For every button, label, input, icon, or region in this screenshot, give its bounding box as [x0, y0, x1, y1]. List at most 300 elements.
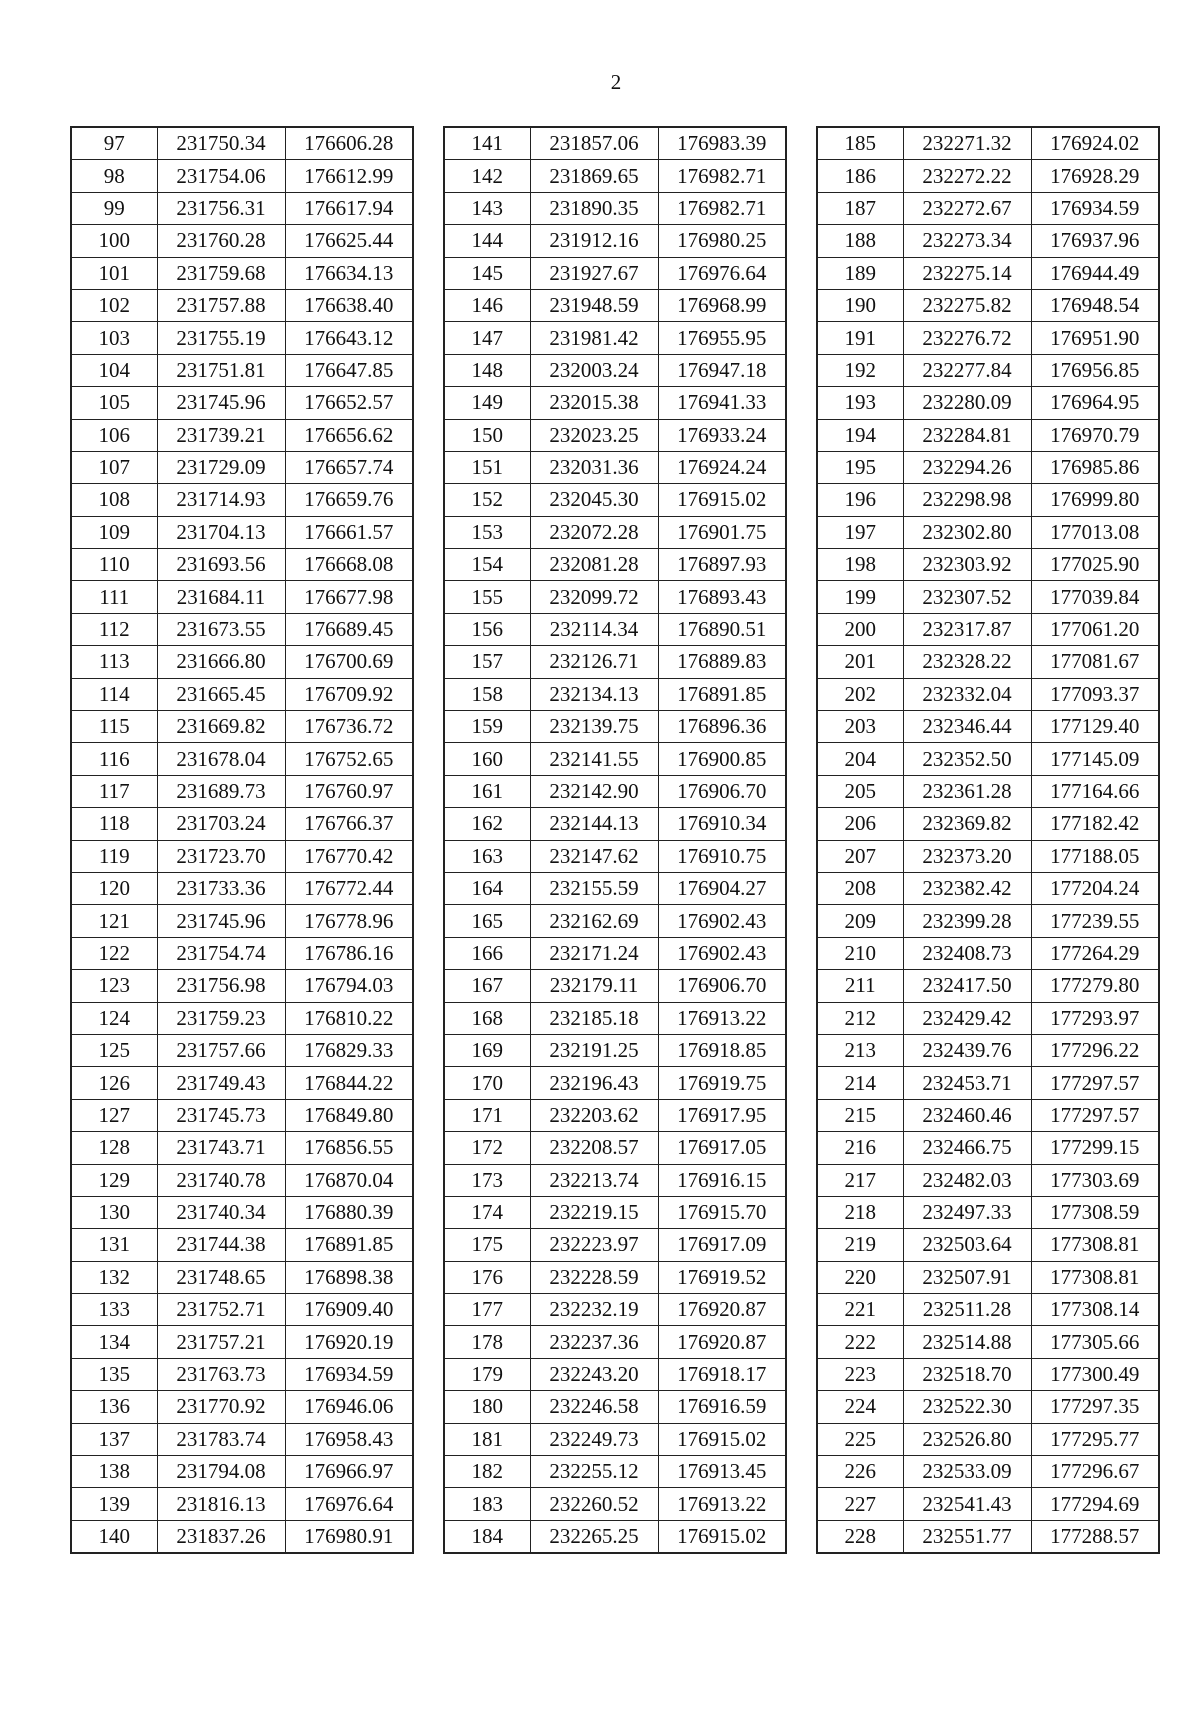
y-coordinate-cell: 176657.74: [285, 451, 413, 483]
x-coordinate-cell: 231703.24: [157, 808, 285, 840]
x-coordinate-cell: 231733.36: [157, 872, 285, 904]
table-row: [444, 451, 786, 483]
x-coordinate-cell: 232460.46: [903, 1099, 1031, 1131]
y-coordinate-cell: 176709.92: [285, 678, 413, 710]
y-coordinate-cell: 176889.83: [658, 646, 786, 678]
x-coordinate-cell: 232246.58: [530, 1391, 658, 1423]
y-coordinate-cell: 176917.05: [658, 1132, 786, 1164]
y-coordinate-cell: 176904.27: [658, 872, 786, 904]
x-coordinate-cell: 231754.74: [157, 937, 285, 969]
y-coordinate-cell: 177013.08: [1031, 516, 1159, 548]
table-row: [444, 678, 786, 710]
y-coordinate-cell: 176916.59: [658, 1391, 786, 1423]
point-number-cell: 110: [71, 549, 157, 581]
x-coordinate-cell: 231669.82: [157, 711, 285, 743]
table-row: [444, 1164, 786, 1196]
x-coordinate-cell: 231816.13: [157, 1488, 285, 1520]
y-coordinate-cell: 176915.02: [658, 1520, 786, 1553]
x-coordinate-cell: 232141.55: [530, 743, 658, 775]
table-row: [71, 127, 413, 160]
x-coordinate-cell: 232196.43: [530, 1067, 658, 1099]
x-coordinate-cell: 232280.09: [903, 387, 1031, 419]
x-coordinate-cell: 232518.70: [903, 1358, 1031, 1390]
point-number-cell: 209: [817, 905, 903, 937]
table-row: [444, 192, 786, 224]
point-number-cell: 210: [817, 937, 903, 969]
point-number-cell: 212: [817, 1002, 903, 1034]
x-coordinate-cell: 231666.80: [157, 646, 285, 678]
y-coordinate-cell: 176906.70: [658, 775, 786, 807]
point-number-cell: 202: [817, 678, 903, 710]
point-number-cell: 121: [71, 905, 157, 937]
point-number-cell: 131: [71, 1229, 157, 1261]
y-coordinate-cell: 176916.15: [658, 1164, 786, 1196]
y-coordinate-cell: 177182.42: [1031, 808, 1159, 840]
x-coordinate-cell: 232003.24: [530, 354, 658, 386]
x-coordinate-cell: 232015.38: [530, 387, 658, 419]
table-row: [817, 808, 1159, 840]
y-coordinate-cell: 176970.79: [1031, 419, 1159, 451]
x-coordinate-cell: 232298.98: [903, 484, 1031, 516]
point-number-cell: 155: [444, 581, 530, 613]
table-row: [817, 872, 1159, 904]
x-coordinate-cell: 232511.28: [903, 1294, 1031, 1326]
point-number-cell: 136: [71, 1391, 157, 1423]
point-number-cell: 171: [444, 1099, 530, 1131]
x-coordinate-cell: 232223.97: [530, 1229, 658, 1261]
y-coordinate-cell: 176917.09: [658, 1229, 786, 1261]
table-row: [71, 840, 413, 872]
table-row: [71, 322, 413, 354]
point-number-cell: 122: [71, 937, 157, 969]
point-number-cell: 195: [817, 451, 903, 483]
table-row: [71, 387, 413, 419]
table-row: [71, 225, 413, 257]
y-coordinate-cell: 176901.75: [658, 516, 786, 548]
x-coordinate-cell: 232144.13: [530, 808, 658, 840]
point-number-cell: 172: [444, 1132, 530, 1164]
coordinate-table-2: [443, 126, 787, 1554]
point-number-cell: 147: [444, 322, 530, 354]
y-coordinate-cell: 177093.37: [1031, 678, 1159, 710]
table-row: [817, 937, 1159, 969]
point-number-cell: 126: [71, 1067, 157, 1099]
point-number-cell: 153: [444, 516, 530, 548]
point-number-cell: 215: [817, 1099, 903, 1131]
point-number-cell: 118: [71, 808, 157, 840]
table-row: [444, 872, 786, 904]
point-number-cell: 158: [444, 678, 530, 710]
y-coordinate-cell: 176976.64: [658, 257, 786, 289]
y-coordinate-cell: 176955.95: [658, 322, 786, 354]
x-coordinate-cell: 232023.25: [530, 419, 658, 451]
y-coordinate-cell: 176849.80: [285, 1099, 413, 1131]
point-number-cell: 224: [817, 1391, 903, 1423]
y-coordinate-cell: 176647.85: [285, 354, 413, 386]
table-row: [444, 257, 786, 289]
y-coordinate-cell: 176638.40: [285, 289, 413, 321]
y-coordinate-cell: 176956.85: [1031, 354, 1159, 386]
y-coordinate-cell: 176924.24: [658, 451, 786, 483]
table-row: [444, 1358, 786, 1390]
y-coordinate-cell: 176766.37: [285, 808, 413, 840]
point-number-cell: 185: [817, 127, 903, 160]
y-coordinate-cell: 176617.94: [285, 192, 413, 224]
point-number-cell: 198: [817, 549, 903, 581]
table-row: [444, 646, 786, 678]
x-coordinate-cell: 232203.62: [530, 1099, 658, 1131]
point-number-cell: 218: [817, 1196, 903, 1228]
y-coordinate-cell: 176856.55: [285, 1132, 413, 1164]
y-coordinate-cell: 176902.43: [658, 937, 786, 969]
x-coordinate-cell: 231760.28: [157, 225, 285, 257]
table-row: [444, 1520, 786, 1553]
y-coordinate-cell: 176919.52: [658, 1261, 786, 1293]
y-coordinate-cell: 176772.44: [285, 872, 413, 904]
table-row: [817, 322, 1159, 354]
y-coordinate-cell: 176902.43: [658, 905, 786, 937]
x-coordinate-cell: 232126.71: [530, 646, 658, 678]
x-coordinate-cell: 231723.70: [157, 840, 285, 872]
point-number-cell: 178: [444, 1326, 530, 1358]
x-coordinate-cell: 232255.12: [530, 1456, 658, 1488]
point-number-cell: 152: [444, 484, 530, 516]
y-coordinate-cell: 176844.22: [285, 1067, 413, 1099]
table-row: [71, 1067, 413, 1099]
y-coordinate-cell: 176964.95: [1031, 387, 1159, 419]
point-number-cell: 196: [817, 484, 903, 516]
y-coordinate-cell: 176920.87: [658, 1294, 786, 1326]
table-row: [444, 1294, 786, 1326]
y-coordinate-cell: 176985.86: [1031, 451, 1159, 483]
x-coordinate-cell: 231759.68: [157, 257, 285, 289]
x-coordinate-cell: 232522.30: [903, 1391, 1031, 1423]
y-coordinate-cell: 176913.22: [658, 1488, 786, 1520]
table-row: [71, 1164, 413, 1196]
x-coordinate-cell: 231748.65: [157, 1261, 285, 1293]
point-number-cell: 139: [71, 1488, 157, 1520]
y-coordinate-cell: 176999.80: [1031, 484, 1159, 516]
point-number-cell: 179: [444, 1358, 530, 1390]
point-number-cell: 106: [71, 419, 157, 451]
x-coordinate-cell: 232503.64: [903, 1229, 1031, 1261]
point-number-cell: 225: [817, 1423, 903, 1455]
table-row: [817, 1391, 1159, 1423]
point-number-cell: 168: [444, 1002, 530, 1034]
point-number-cell: 188: [817, 225, 903, 257]
x-coordinate-cell: 232408.73: [903, 937, 1031, 969]
table-row: [444, 1391, 786, 1423]
table-row: [71, 1520, 413, 1553]
table-row: [817, 613, 1159, 645]
x-coordinate-cell: 232134.13: [530, 678, 658, 710]
x-coordinate-cell: 231948.59: [530, 289, 658, 321]
y-coordinate-cell: 177296.67: [1031, 1456, 1159, 1488]
x-coordinate-cell: 231770.92: [157, 1391, 285, 1423]
x-coordinate-cell: 232482.03: [903, 1164, 1031, 1196]
table-row: [817, 354, 1159, 386]
table-row: [71, 970, 413, 1002]
point-number-cell: 146: [444, 289, 530, 321]
y-coordinate-cell: 177308.81: [1031, 1229, 1159, 1261]
y-coordinate-cell: 177129.40: [1031, 711, 1159, 743]
x-coordinate-cell: 231729.09: [157, 451, 285, 483]
table-row: [817, 1099, 1159, 1131]
table-row: [444, 289, 786, 321]
y-coordinate-cell: 177239.55: [1031, 905, 1159, 937]
y-coordinate-cell: 177145.09: [1031, 743, 1159, 775]
y-coordinate-cell: 176736.72: [285, 711, 413, 743]
y-coordinate-cell: 176980.91: [285, 1520, 413, 1553]
table-row: [817, 743, 1159, 775]
table-row: [71, 678, 413, 710]
point-number-cell: 140: [71, 1520, 157, 1553]
table-row: [444, 775, 786, 807]
x-coordinate-cell: 232551.77: [903, 1520, 1031, 1553]
point-number-cell: 125: [71, 1034, 157, 1066]
y-coordinate-cell: 176968.99: [658, 289, 786, 321]
x-coordinate-cell: 232162.69: [530, 905, 658, 937]
table-row: [817, 711, 1159, 743]
point-number-cell: 214: [817, 1067, 903, 1099]
table-row: [444, 743, 786, 775]
table-row: [71, 419, 413, 451]
table-row: [817, 905, 1159, 937]
y-coordinate-cell: 176890.51: [658, 613, 786, 645]
point-number-cell: 200: [817, 613, 903, 645]
point-number-cell: 180: [444, 1391, 530, 1423]
table-row: [71, 484, 413, 516]
table-row: [444, 808, 786, 840]
y-coordinate-cell: 176951.90: [1031, 322, 1159, 354]
point-number-cell: 101: [71, 257, 157, 289]
y-coordinate-cell: 176870.04: [285, 1164, 413, 1196]
y-coordinate-cell: 176928.29: [1031, 160, 1159, 192]
table-row: [444, 1326, 786, 1358]
point-number-cell: 226: [817, 1456, 903, 1488]
point-number-cell: 186: [817, 160, 903, 192]
table-row: [71, 160, 413, 192]
y-coordinate-cell: 176966.97: [285, 1456, 413, 1488]
point-number-cell: 221: [817, 1294, 903, 1326]
y-coordinate-cell: 176913.45: [658, 1456, 786, 1488]
y-coordinate-cell: 176689.45: [285, 613, 413, 645]
x-coordinate-cell: 232272.67: [903, 192, 1031, 224]
x-coordinate-cell: 232272.22: [903, 160, 1031, 192]
y-coordinate-cell: 177279.80: [1031, 970, 1159, 1002]
x-coordinate-cell: 232466.75: [903, 1132, 1031, 1164]
point-number-cell: 120: [71, 872, 157, 904]
point-number-cell: 173: [444, 1164, 530, 1196]
point-number-cell: 193: [817, 387, 903, 419]
table-row: [817, 1132, 1159, 1164]
y-coordinate-cell: 176915.02: [658, 484, 786, 516]
y-coordinate-cell: 176982.71: [658, 160, 786, 192]
y-coordinate-cell: 176752.65: [285, 743, 413, 775]
point-number-cell: 175: [444, 1229, 530, 1261]
x-coordinate-cell: 232072.28: [530, 516, 658, 548]
table-row: [817, 387, 1159, 419]
table-row: [71, 1488, 413, 1520]
y-coordinate-cell: 177297.35: [1031, 1391, 1159, 1423]
point-number-cell: 163: [444, 840, 530, 872]
x-coordinate-cell: 232237.36: [530, 1326, 658, 1358]
point-number-cell: 114: [71, 678, 157, 710]
point-number-cell: 213: [817, 1034, 903, 1066]
table-row: [817, 1229, 1159, 1261]
x-coordinate-cell: 231750.34: [157, 127, 285, 160]
y-coordinate-cell: 176760.97: [285, 775, 413, 807]
y-coordinate-cell: 177264.29: [1031, 937, 1159, 969]
table-row: [71, 549, 413, 581]
point-number-cell: 132: [71, 1261, 157, 1293]
x-coordinate-cell: 232139.75: [530, 711, 658, 743]
table-row: [444, 1034, 786, 1066]
table-row: [817, 127, 1159, 160]
table-row: [444, 1261, 786, 1293]
x-coordinate-cell: 232302.80: [903, 516, 1031, 548]
table-row: [71, 1294, 413, 1326]
x-coordinate-cell: 232179.11: [530, 970, 658, 1002]
x-coordinate-cell: 231759.23: [157, 1002, 285, 1034]
table-row: [71, 257, 413, 289]
point-number-cell: 143: [444, 192, 530, 224]
table-row: [817, 1294, 1159, 1326]
point-number-cell: 222: [817, 1326, 903, 1358]
page-number: 2: [610, 70, 622, 94]
x-coordinate-cell: 232369.82: [903, 808, 1031, 840]
x-coordinate-cell: 232533.09: [903, 1456, 1031, 1488]
point-number-cell: 128: [71, 1132, 157, 1164]
point-number-cell: 205: [817, 775, 903, 807]
x-coordinate-cell: 231890.35: [530, 192, 658, 224]
table-row: [444, 484, 786, 516]
y-coordinate-cell: 176893.43: [658, 581, 786, 613]
x-coordinate-cell: 231745.96: [157, 905, 285, 937]
point-number-cell: 127: [71, 1099, 157, 1131]
table-row: [817, 419, 1159, 451]
x-coordinate-cell: 231869.65: [530, 160, 658, 192]
table-row: [817, 581, 1159, 613]
x-coordinate-cell: 232439.76: [903, 1034, 1031, 1066]
table-row: [71, 516, 413, 548]
point-number-cell: 174: [444, 1196, 530, 1228]
point-number-cell: 117: [71, 775, 157, 807]
table-row: [71, 289, 413, 321]
table-row: [444, 516, 786, 548]
point-number-cell: 166: [444, 937, 530, 969]
y-coordinate-cell: 177297.57: [1031, 1067, 1159, 1099]
point-number-cell: 208: [817, 872, 903, 904]
table-row: [817, 1002, 1159, 1034]
point-number-cell: 156: [444, 613, 530, 645]
x-coordinate-cell: 232507.91: [903, 1261, 1031, 1293]
table-row: [71, 581, 413, 613]
table-row: [444, 225, 786, 257]
table-row: [444, 581, 786, 613]
point-number-cell: 133: [71, 1294, 157, 1326]
point-number-cell: 177: [444, 1294, 530, 1326]
y-coordinate-cell: 177305.66: [1031, 1326, 1159, 1358]
table-row: [444, 1132, 786, 1164]
y-coordinate-cell: 177299.15: [1031, 1132, 1159, 1164]
point-number-cell: 100: [71, 225, 157, 257]
x-coordinate-cell: 231745.96: [157, 387, 285, 419]
table-row: [817, 970, 1159, 1002]
point-number-cell: 129: [71, 1164, 157, 1196]
point-number-cell: 161: [444, 775, 530, 807]
table-row: [444, 419, 786, 451]
x-coordinate-cell: 232328.22: [903, 646, 1031, 678]
x-coordinate-cell: 231693.56: [157, 549, 285, 581]
x-coordinate-cell: 232031.36: [530, 451, 658, 483]
table-row: [817, 1164, 1159, 1196]
y-coordinate-cell: 176898.38: [285, 1261, 413, 1293]
x-coordinate-cell: 231744.38: [157, 1229, 285, 1261]
point-number-cell: 176: [444, 1261, 530, 1293]
y-coordinate-cell: 176983.39: [658, 127, 786, 160]
table-row: [444, 354, 786, 386]
table-row: [817, 516, 1159, 548]
x-coordinate-cell: 232208.57: [530, 1132, 658, 1164]
y-coordinate-cell: 176915.70: [658, 1196, 786, 1228]
y-coordinate-cell: 177039.84: [1031, 581, 1159, 613]
point-number-cell: 99: [71, 192, 157, 224]
point-number-cell: 167: [444, 970, 530, 1002]
point-number-cell: 123: [71, 970, 157, 1002]
x-coordinate-cell: 232045.30: [530, 484, 658, 516]
point-number-cell: 206: [817, 808, 903, 840]
y-coordinate-cell: 176934.59: [1031, 192, 1159, 224]
table-row: [71, 1456, 413, 1488]
point-number-cell: 150: [444, 419, 530, 451]
x-coordinate-cell: 231751.81: [157, 354, 285, 386]
point-number-cell: 134: [71, 1326, 157, 1358]
y-coordinate-cell: 176891.85: [658, 678, 786, 710]
y-coordinate-cell: 177294.69: [1031, 1488, 1159, 1520]
y-coordinate-cell: 176937.96: [1031, 225, 1159, 257]
table-row: [444, 1067, 786, 1099]
x-coordinate-cell: 231740.78: [157, 1164, 285, 1196]
y-coordinate-cell: 176770.42: [285, 840, 413, 872]
x-coordinate-cell: 232271.32: [903, 127, 1031, 160]
point-number-cell: 197: [817, 516, 903, 548]
point-number-cell: 191: [817, 322, 903, 354]
point-number-cell: 107: [71, 451, 157, 483]
x-coordinate-cell: 232155.59: [530, 872, 658, 904]
x-coordinate-cell: 231763.73: [157, 1358, 285, 1390]
x-coordinate-cell: 232317.87: [903, 613, 1031, 645]
y-coordinate-cell: 176982.71: [658, 192, 786, 224]
x-coordinate-cell: 231752.71: [157, 1294, 285, 1326]
table-row: [71, 1132, 413, 1164]
table-row: [817, 775, 1159, 807]
point-number-cell: 165: [444, 905, 530, 937]
table-row: [817, 225, 1159, 257]
x-coordinate-cell: 232275.14: [903, 257, 1031, 289]
x-coordinate-cell: 232382.42: [903, 872, 1031, 904]
x-coordinate-cell: 231794.08: [157, 1456, 285, 1488]
table-row: [444, 905, 786, 937]
point-number-cell: 160: [444, 743, 530, 775]
y-coordinate-cell: 177188.05: [1031, 840, 1159, 872]
x-coordinate-cell: 232352.50: [903, 743, 1031, 775]
x-coordinate-cell: 231739.21: [157, 419, 285, 451]
y-coordinate-cell: 176910.75: [658, 840, 786, 872]
y-coordinate-cell: 176920.87: [658, 1326, 786, 1358]
table-row: [71, 354, 413, 386]
table-row: [71, 1099, 413, 1131]
